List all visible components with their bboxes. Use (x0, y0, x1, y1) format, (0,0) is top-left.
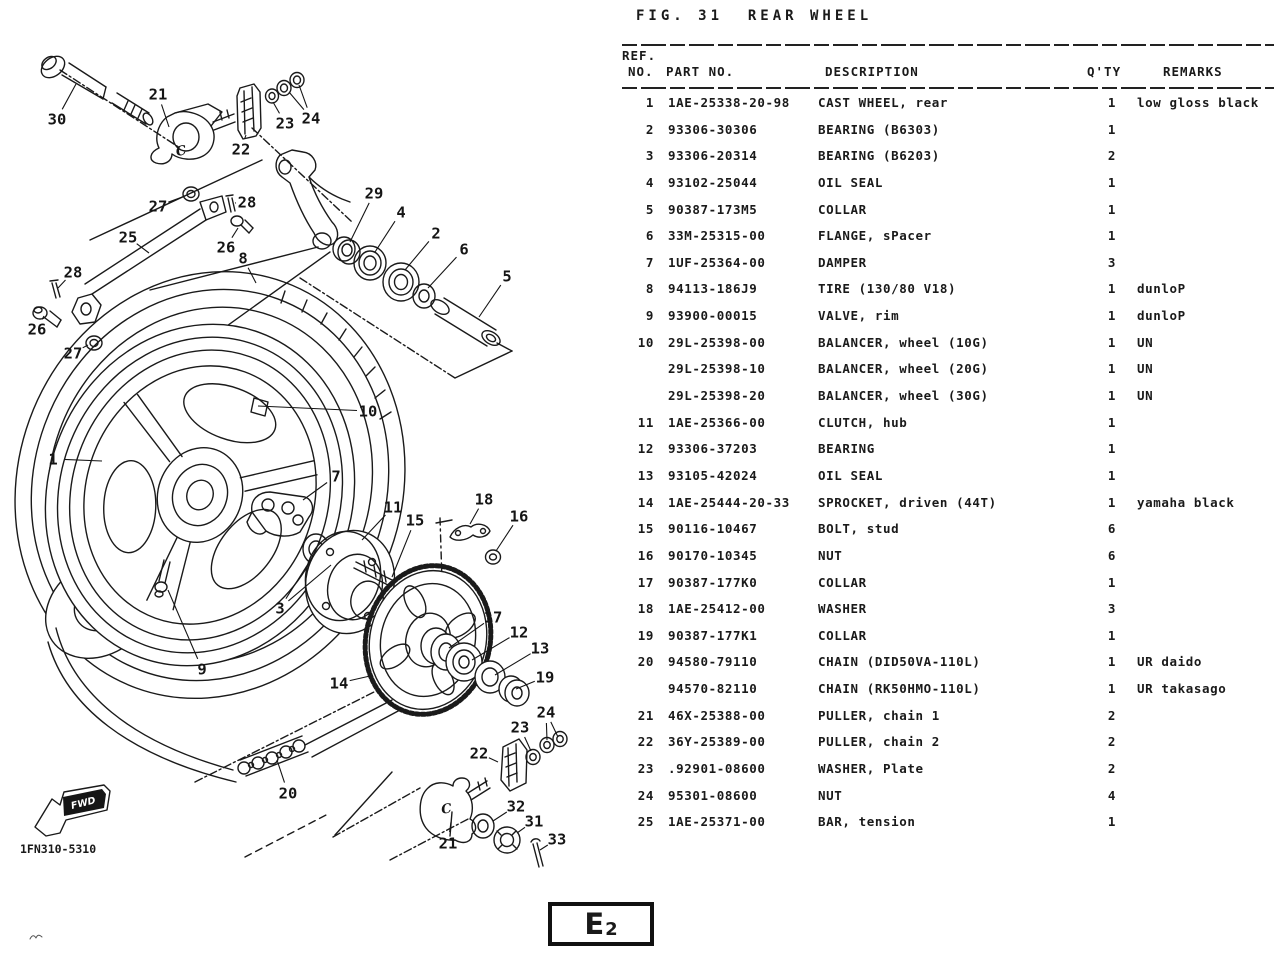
cell-qty: 1 (1107, 174, 1117, 190)
callout-leader (273, 102, 280, 113)
cell-part: 93306-30306 (668, 121, 758, 137)
nut-27-top (183, 187, 199, 201)
pin-28-bottom (50, 280, 60, 298)
cell-qty: 6 (1107, 547, 1117, 563)
callout-2: 2 (431, 224, 441, 243)
callout-3: 3 (275, 599, 285, 618)
table-row (620, 623, 1284, 650)
fwd-tag (35, 785, 110, 836)
callout-5: 5 (502, 267, 512, 286)
header-ref-line1: REF. (622, 48, 657, 63)
callout-14: 14 (329, 674, 349, 693)
callout-22: 22 (231, 140, 251, 159)
callout-25: 25 (118, 228, 138, 247)
callout-29: 29 (364, 184, 384, 203)
cell-qty: 2 (1107, 148, 1117, 164)
table-row (620, 356, 1284, 383)
cell-part: 90116-10467 (668, 521, 758, 537)
callout-leader (546, 723, 547, 740)
cell-desc: COLLAR (818, 574, 867, 590)
callout-4: 4 (396, 203, 406, 222)
plate-washer-18 (450, 524, 490, 540)
table-rows (620, 90, 1284, 836)
cell-ref: 19 (637, 627, 654, 643)
cell-ref: 3 (645, 148, 654, 164)
cell-qty: 1 (1107, 654, 1117, 670)
cell-qty: 1 (1107, 627, 1117, 643)
cell-qty: 2 (1107, 707, 1117, 723)
cell-rem: UR daido (1137, 654, 1203, 670)
callout-leader (248, 268, 256, 283)
callout-32: 32 (506, 797, 526, 816)
cell-part: 29L-25398-00 (668, 334, 766, 350)
cell-desc: CAST WHEEL, rear (818, 95, 949, 110)
callout-leader (289, 92, 304, 110)
callout-leader (489, 758, 498, 762)
callout-28: 28 (63, 263, 83, 282)
table-row (620, 410, 1284, 437)
cell-desc: BALANCER, wheel (10G) (818, 334, 989, 350)
fwd-label: FWD (70, 795, 97, 812)
corner-mark (30, 935, 42, 939)
header-qty: Q'TY (1087, 64, 1122, 79)
cell-part: 93306-20314 (668, 148, 758, 164)
cell-desc: BALANCER, wheel (20G) (818, 361, 989, 377)
cell-rem: low gloss black (1137, 95, 1259, 110)
cell-part: 95301-08600 (668, 787, 758, 803)
cell-part: 29L-25398-20 (668, 388, 766, 404)
cell-qty: 1 (1107, 441, 1117, 457)
cell-part: 90387-177K1 (668, 627, 758, 643)
bolt-26-top (231, 216, 253, 233)
callout-21: 21 (438, 834, 458, 853)
swingarm-end (276, 150, 350, 249)
cell-part: 1AE-25338-20-98 (668, 95, 790, 110)
callout-leader (428, 257, 457, 288)
cell-ref: 10 (637, 334, 654, 350)
table-row (620, 90, 1284, 117)
callout-leader (496, 525, 513, 551)
cell-part: .92901-08600 (668, 761, 766, 777)
callout-33: 33 (547, 830, 567, 849)
cell-desc: CHAIN (RK50HMO-110L) (818, 681, 981, 697)
cell-part: 90387-173M5 (668, 201, 758, 217)
callout-23: 23 (510, 718, 530, 737)
cell-part: 90170-10345 (668, 547, 758, 563)
nut-16 (486, 550, 501, 564)
table-row (620, 676, 1284, 703)
table-row (620, 197, 1284, 224)
cell-qty: 1 (1107, 95, 1117, 110)
collar-5 (428, 297, 502, 349)
cell-rem: yamaha black (1137, 494, 1235, 510)
cell-ref: 1 (645, 95, 654, 110)
cell-ref: 16 (637, 547, 654, 563)
cell-ref: 15 (637, 521, 654, 537)
table-row (620, 490, 1284, 517)
cell-desc: BALANCER, wheel (30G) (818, 388, 989, 404)
table-row (620, 117, 1284, 144)
table-row (620, 383, 1284, 410)
callout-leader (62, 84, 76, 109)
callout-1: 1 (48, 450, 58, 469)
callout-leader (493, 812, 507, 821)
cell-ref: 4 (645, 174, 654, 190)
table-row (620, 809, 1284, 836)
callout-7: 7 (331, 467, 341, 486)
cell-qty: 1 (1107, 494, 1117, 510)
cell-desc: BOLT, stud (818, 521, 900, 537)
cell-desc: WASHER (818, 601, 867, 617)
callout-leader (350, 203, 369, 242)
cell-qty: 1 (1107, 388, 1117, 404)
cell-desc: PULLER, chain 2 (818, 734, 940, 750)
cell-rem: UN (1137, 361, 1154, 377)
cell-ref: 20 (637, 654, 654, 670)
part-mark: C (440, 801, 453, 818)
cell-desc: COLLAR (818, 201, 867, 217)
cell-qty: 3 (1107, 254, 1117, 270)
cell-ref: 5 (645, 201, 654, 217)
cell-ref: 13 (637, 467, 654, 483)
cell-qty: 1 (1107, 681, 1117, 697)
cell-part: 1AE-25366-00 (668, 414, 766, 430)
callout-13: 13 (530, 639, 550, 658)
cell-ref: 14 (637, 494, 654, 510)
table-row (620, 516, 1284, 543)
callout-10: 10 (358, 402, 378, 421)
cell-part: 90387-177K0 (668, 574, 758, 590)
cell-part: 1AE-25412-00 (668, 601, 766, 617)
callout-11: 11 (383, 498, 403, 517)
cell-ref: 17 (637, 574, 654, 590)
table-row (620, 543, 1284, 570)
cell-desc: OIL SEAL (818, 467, 884, 483)
chain-puller-1-bottom (420, 778, 490, 842)
cell-ref: 8 (645, 281, 654, 297)
callout-27: 27 (63, 344, 83, 363)
cell-desc: BEARING (B6203) (818, 148, 940, 164)
callout-leader (375, 221, 395, 252)
cell-qty: 1 (1107, 814, 1117, 830)
collar-19 (499, 676, 529, 706)
cell-qty: 1 (1107, 308, 1117, 324)
cell-ref: 25 (637, 814, 654, 830)
cell-desc: NUT (818, 547, 843, 563)
header-description: DESCRIPTION (825, 64, 919, 79)
callout-26: 26 (216, 238, 236, 257)
chain-puller-2-bottom (501, 739, 527, 791)
cell-qty: 6 (1107, 521, 1117, 537)
oil-seal-4 (354, 246, 386, 280)
cell-ref: 12 (637, 441, 654, 457)
pin-28-top (226, 195, 235, 212)
cell-part: 46X-25388-00 (668, 707, 766, 723)
cell-desc: BEARING (B6303) (818, 121, 940, 137)
cell-desc: DAMPER (818, 254, 867, 270)
cell-ref: 22 (637, 734, 654, 750)
cell-rem: dunloP (1137, 281, 1186, 297)
cell-qty: 1 (1107, 574, 1117, 590)
cell-qty: 1 (1107, 228, 1117, 244)
cell-desc: NUT (818, 787, 843, 803)
cell-desc: BAR, tension (818, 814, 916, 830)
cell-ref: 23 (637, 761, 654, 777)
cell-rem: UR takasago (1137, 681, 1227, 697)
callout-31: 31 (524, 812, 544, 831)
callout-24: 24 (301, 109, 321, 128)
nuts-24-bottom (540, 732, 567, 753)
cell-rem: UN (1137, 388, 1154, 404)
cell-ref: 9 (645, 308, 654, 324)
callout-16: 16 (509, 507, 529, 526)
cell-qty: 1 (1107, 361, 1117, 377)
cell-qty: 2 (1107, 761, 1117, 777)
page-code-sub: 2 (605, 919, 618, 940)
table-row (620, 570, 1284, 597)
callout-leader (299, 85, 307, 108)
table-rule-top (622, 44, 1274, 46)
cell-part: 36Y-25389-00 (668, 734, 766, 750)
parts-table (620, 0, 1284, 870)
washers-nuts-top (266, 73, 305, 104)
callout-leader (405, 241, 429, 270)
table-rule-mid (622, 87, 1274, 89)
cell-part: 1AE-25444-20-33 (668, 494, 790, 510)
callout-30: 30 (47, 110, 67, 129)
table-row (620, 783, 1284, 810)
chain-puller-2-top (237, 84, 261, 139)
cell-ref: 18 (637, 601, 654, 617)
header-ref-line2: NO. (628, 64, 654, 79)
cell-ref: 6 (645, 228, 654, 244)
table-row (620, 330, 1284, 357)
drawing-code: 1FN310-5310 (20, 842, 97, 856)
nut-27-bottom (86, 336, 102, 350)
callout-28: 28 (237, 193, 257, 212)
callout-leader (540, 845, 548, 850)
cell-part: 29L-25398-10 (668, 361, 766, 377)
cell-part: 93900-00015 (668, 308, 758, 324)
header-remarks: REMARKS (1163, 64, 1223, 79)
cell-desc: PULLER, chain 1 (818, 707, 940, 723)
cell-qty: 2 (1107, 734, 1117, 750)
cell-qty: 1 (1107, 414, 1117, 430)
cell-desc: BEARING (818, 441, 875, 457)
cell-desc: SPROCKET, driven (44T) (818, 494, 997, 510)
cell-part: 1AE-25371-00 (668, 814, 766, 830)
cell-desc: WASHER, Plate (818, 761, 924, 777)
cell-ref: 11 (637, 414, 654, 430)
cell-desc: OIL SEAL (818, 174, 884, 190)
cell-qty: 4 (1107, 787, 1117, 803)
cell-ref: 2 (645, 121, 654, 137)
table-row (620, 463, 1284, 490)
callout-8: 8 (238, 249, 248, 268)
table-row (620, 436, 1284, 463)
cell-qty: 3 (1107, 601, 1117, 617)
table-row (620, 756, 1284, 783)
cell-part: 33M-25315-00 (668, 228, 766, 244)
header-part-no: PART NO. (666, 64, 735, 79)
nut-31 (494, 827, 520, 853)
callout-24: 24 (536, 703, 556, 722)
cell-part: 94570-82110 (668, 681, 758, 697)
table-row (620, 649, 1284, 676)
table-row (620, 223, 1284, 250)
cell-qty: 1 (1107, 121, 1117, 137)
chain-puller-1-top (151, 104, 235, 164)
callout-leader (350, 676, 370, 681)
callout-19: 19 (535, 668, 555, 687)
page-code-badge (548, 902, 654, 946)
cell-qty: 1 (1107, 201, 1117, 217)
cell-desc: FLANGE, sPacer (818, 228, 932, 244)
cell-desc: VALVE, rim (818, 308, 900, 324)
cell-part: 1UF-25364-00 (668, 254, 766, 270)
table-row (620, 703, 1284, 730)
collar-29 (333, 237, 360, 264)
cell-rem: dunloP (1137, 308, 1186, 324)
cell-qty: 1 (1107, 281, 1117, 297)
callout-leader (277, 760, 285, 783)
callout-22: 22 (469, 744, 489, 763)
table-row (620, 596, 1284, 623)
callout-leader (232, 228, 238, 238)
table-row (620, 729, 1284, 756)
cell-qty: 1 (1107, 467, 1117, 483)
cell-rem: UN (1137, 334, 1154, 350)
callout-leader (495, 654, 531, 675)
callout-15: 15 (405, 511, 425, 530)
table-row (620, 250, 1284, 277)
callout-leader (162, 104, 170, 127)
cell-ref: 24 (637, 787, 654, 803)
callout-6: 6 (459, 240, 469, 259)
callout-17: 17 (483, 608, 503, 627)
callout-27: 27 (148, 197, 168, 216)
callout-23: 23 (275, 114, 295, 133)
part-mark: C (174, 143, 188, 160)
cell-part: 94580-79110 (668, 654, 758, 670)
callout-20: 20 (278, 784, 298, 803)
cell-part: 93306-37203 (668, 441, 758, 457)
callout-12: 12 (509, 623, 529, 642)
cell-qty: 1 (1107, 334, 1117, 350)
cell-ref: 21 (637, 707, 654, 723)
table-row (620, 276, 1284, 303)
callout-9: 9 (197, 660, 207, 679)
cell-part: 94113-186J9 (668, 281, 758, 297)
callout-26: 26 (27, 320, 47, 339)
callout-leader (470, 509, 479, 524)
cell-desc: CLUTCH, hub (818, 414, 908, 430)
flange-spacer-6 (413, 284, 435, 308)
callout-leader (168, 196, 185, 202)
table-row (620, 303, 1284, 330)
figure-title: FIG. 31 REAR WHEEL (636, 8, 873, 24)
table-row (620, 143, 1284, 170)
cell-part: 93102-25044 (668, 174, 758, 190)
cell-part: 93105-42024 (668, 467, 758, 483)
table-row (620, 170, 1284, 197)
page-code: E (584, 906, 605, 941)
cotter-pin-33 (531, 839, 543, 867)
callout-21: 21 (148, 85, 168, 104)
cell-desc: CHAIN (DID50VA-110L) (818, 654, 981, 670)
callout-leader (479, 285, 501, 317)
washer-23-bottom (526, 750, 540, 765)
cell-desc: COLLAR (818, 627, 867, 643)
cell-desc: TIRE (130/80 V18) (818, 281, 957, 297)
callout-18: 18 (474, 490, 494, 509)
cell-ref: 7 (645, 254, 654, 270)
